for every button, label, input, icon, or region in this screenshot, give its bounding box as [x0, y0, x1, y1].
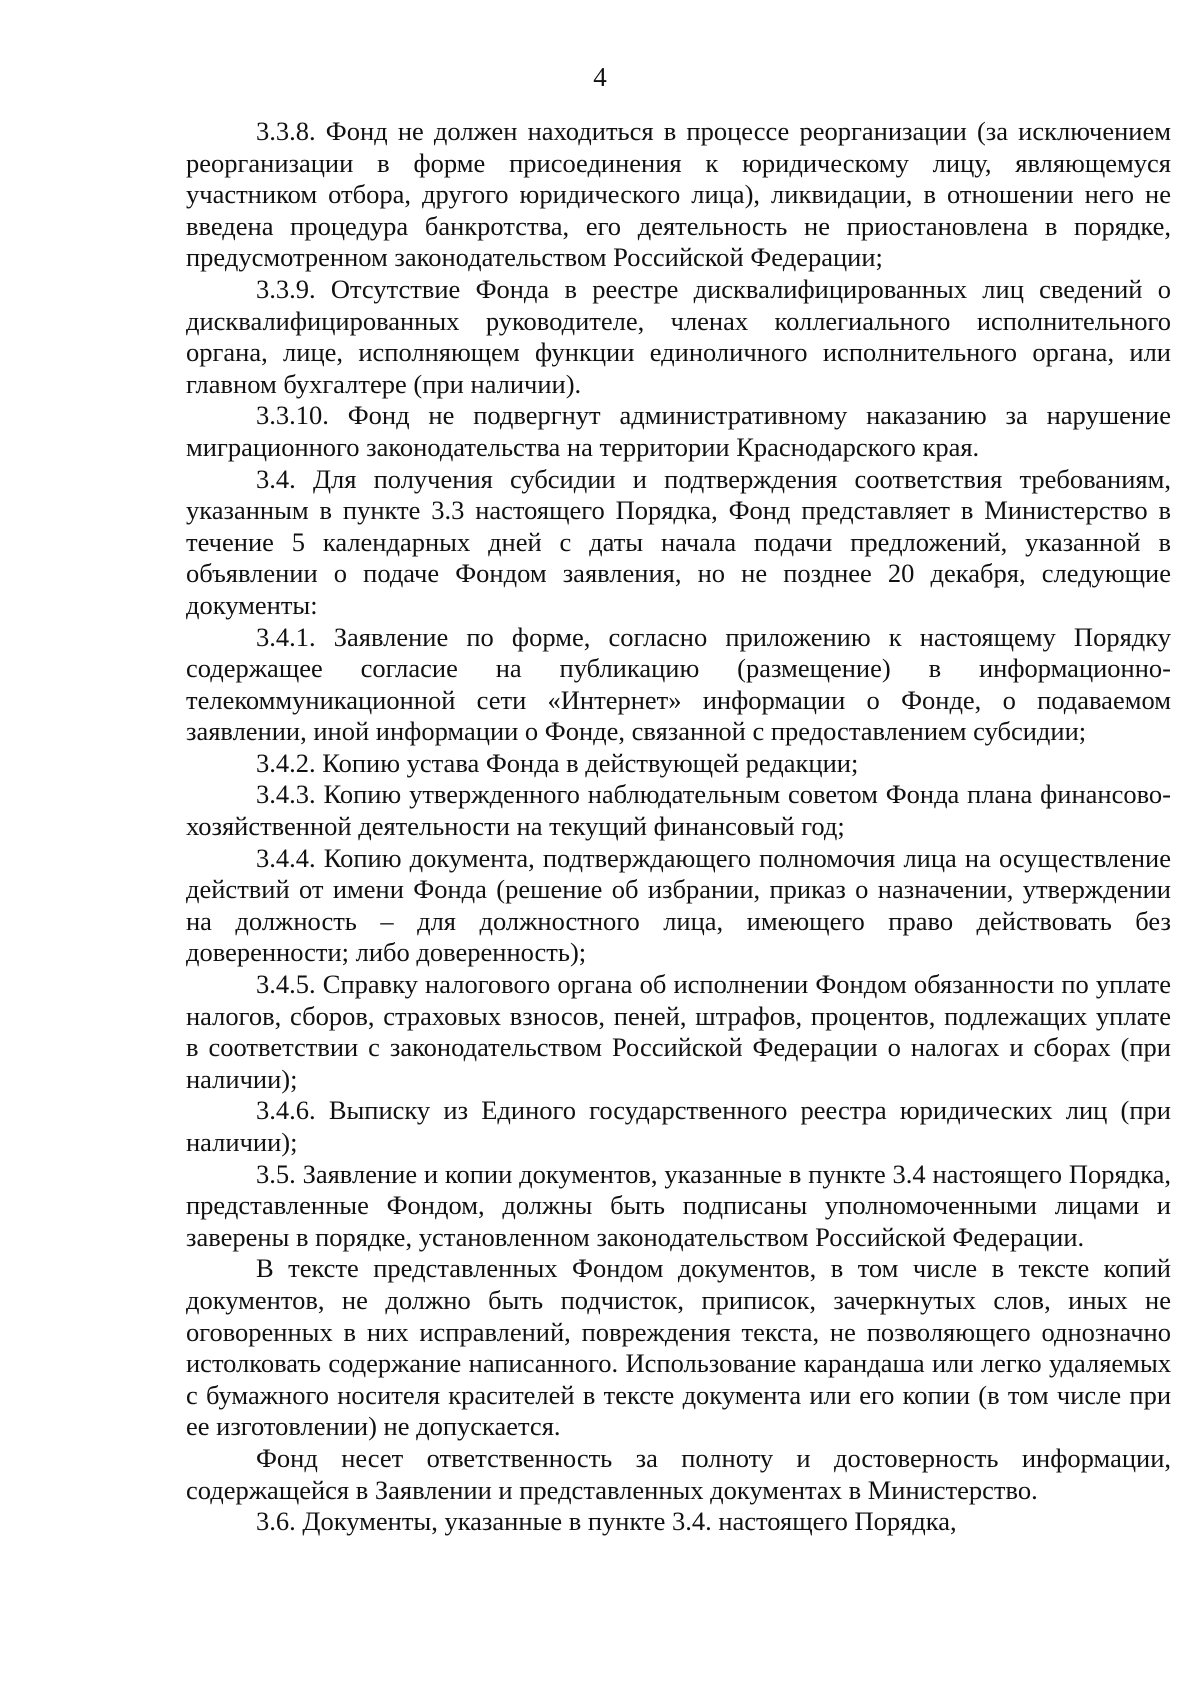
- paragraph-3-3-10: 3.3.10. Фонд не подвергнут административному наказанию за нарушение миграционного законодательства на территории Краснодарского края.: [186, 400, 1171, 462]
- paragraph-3-4-3: 3.4.3. Копию утвержденного наблюдательным советом Фонда плана финансово-хозяйственной деятельности на текущий финансовый год;: [186, 779, 1171, 842]
- document-body: [186, 116, 1171, 1538]
- paragraph-3-4-4: 3.4.4. Копию документа, подтверждающего полномочия лица на осуществление действий от имени Фонда (решение об избрании, приказ о назначении, утверждении на должность – для должностного лица, имеющего право действовать без доверенности; либо доверенность);: [186, 842, 1171, 968]
- paragraph-3-4-1: 3.4.1. Заявление по форме, согласно приложению к настоящему Порядку содержащее согласие на публикацию (размещение) в информационно-телекоммуникационной сети «Интернет» информации о Фонде, о подаваемом заявлении, иной информации о Фонде, связанной с предоставлением субсидии;: [186, 621, 1171, 747]
- paragraph-document-text-requirements: В тексте представленных Фондом документов, в том числе в тексте копий документов, не должно быть подчисток, приписок, зачеркнутых слов, иных не оговоренных в них исправлений, повреждения текста, не позволяющего однозначно истолковать содержание написанного. Использование карандаша или легко удаляемых с бумажного носителя красителей в тексте документа или его копии (в том числе при ее изготовлении) не допускается.: [186, 1253, 1171, 1442]
- paragraph-3-3-9: 3.3.9. Отсутствие Фонда в реестре дисквалифицированных лиц сведений о дисквалифицированных руководителе, членах коллегиального исполнительного органа, лице, исполняющем функции единоличного исполнительного органа, или главном бухгалтере (при наличии).: [186, 273, 1171, 399]
- paragraph-3-3-8: 3.3.8. Фонд не должен находиться в процессе реорганизации (за исключением реорганизации в форме присоединения к юридическому лицу, являющемуся участником отбора, другого юридического лица), ликвидации, в отношении него не введена процедура банкротства, его деятельность не приостановлена в порядке, предусмотренном законодательством Российской Федерации;: [186, 116, 1171, 273]
- paragraph-3-4-6: 3.4.6. Выписку из Единого государственного реестра юридических лиц (при наличии);: [186, 1095, 1171, 1157]
- paragraph-3-4-5: 3.4.5. Справку налогового органа об исполнении Фондом обязанности по уплате налогов, сборов, страховых взносов, пеней, штрафов, процентов, подлежащих уплате в соответствии с законодательством Российской Федерации о налогах и сборах (при наличии);: [186, 969, 1171, 1094]
- paragraph-fund-responsibility: Фонд несет ответственность за полноту и достоверность информации, содержащейся в Заявлении и представленных документах в Министерство.: [186, 1442, 1171, 1505]
- page-number: 4: [593, 62, 607, 92]
- paragraph-3-6: 3.6. Документы, указанные в пункте 3.4. настоящего Порядка,: [256, 1506, 957, 1537]
- paragraph-3-4-2: 3.4.2. Копию устава Фонда в действующей редакции;: [256, 747, 859, 778]
- paragraph-3-4: 3.4. Для получения субсидии и подтверждения соответствия требованиям, указанным в пункте 3.3 настоящего Порядка, Фонд представляет в Министерство в течение 5 календарных дней с даты начала подачи предложений, указанной в объявлении о подаче Фондом заявления, но не позднее 20 декабря, следующие документы:: [186, 463, 1171, 620]
- paragraph-3-5: 3.5. Заявление и копии документов, указанные в пункте 3.4 настоящего Порядка, представленные Фондом, должны быть подписаны уполномоченными лицами и заверены в порядке, установленном законодательством Российской Федерации.: [186, 1158, 1171, 1252]
